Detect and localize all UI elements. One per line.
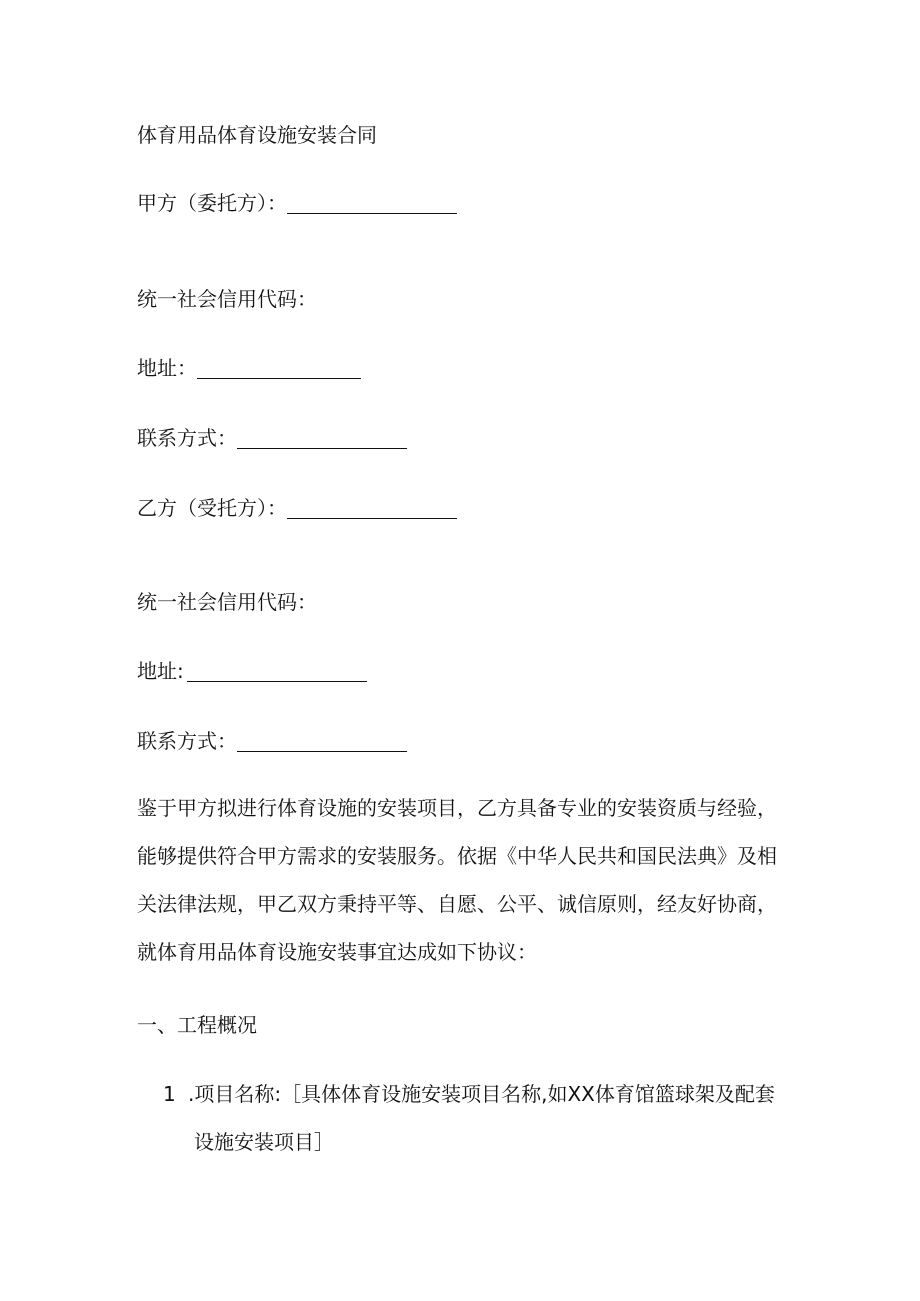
preamble-line: 关法律法规，甲乙双方秉持平等、自愿、公平、诚信原则，经友好协商， — [137, 892, 777, 916]
item-text — [188, 1070, 775, 1166]
party-a-address-blank[interactable] — [197, 358, 361, 379]
party-b-address-row — [137, 657, 367, 685]
party-b-contact-row — [137, 727, 407, 755]
party-a-credit-code-label: 统一社会信用代码： — [137, 287, 317, 311]
party-a-contact-row — [137, 424, 407, 452]
item-line: .项目名称:［具体体育设施安装项目名称,如XX体育馆篮球架及配套 — [188, 1082, 775, 1106]
preamble-paragraph — [137, 784, 797, 976]
party-a-contact-blank[interactable] — [237, 428, 407, 449]
preamble-line: 能够提供符合甲方需求的安装服务。依据《中华人民共和国民法典》及相 — [137, 844, 777, 868]
preamble-line: 鉴于甲方拟进行体育设施的安装项目，乙方具备专业的安装资质与经验， — [137, 796, 777, 820]
party-b-label: 乙方（受托方）： — [137, 496, 287, 520]
party-a-address-label: 地址： — [137, 356, 197, 380]
item-number: 1 — [163, 1082, 176, 1106]
section-heading: 一、工程概况 — [137, 1013, 257, 1037]
party-a-row — [137, 189, 457, 217]
party-b-contact-blank[interactable] — [237, 731, 407, 752]
party-b-credit-code-label: 统一社会信用代码： — [137, 590, 317, 614]
party-b-contact-label: 联系方式： — [137, 729, 237, 753]
party-b-address-label: 地址: — [137, 659, 184, 683]
party-b-address-blank[interactable] — [187, 661, 367, 682]
party-b-blank[interactable] — [287, 498, 457, 519]
item-line: 设施安装项目］ — [194, 1130, 334, 1154]
party-b-row — [137, 494, 457, 522]
party-a-label: 甲方（委托方）： — [137, 191, 287, 215]
preamble-line: 就体育用品体育设施安装事宜达成如下协议： — [137, 940, 537, 964]
party-a-contact-label: 联系方式： — [137, 426, 237, 450]
party-a-blank[interactable] — [287, 193, 457, 214]
party-a-address-row — [137, 354, 361, 382]
document-title: 体育用品体育设施安装合同 — [137, 123, 377, 147]
